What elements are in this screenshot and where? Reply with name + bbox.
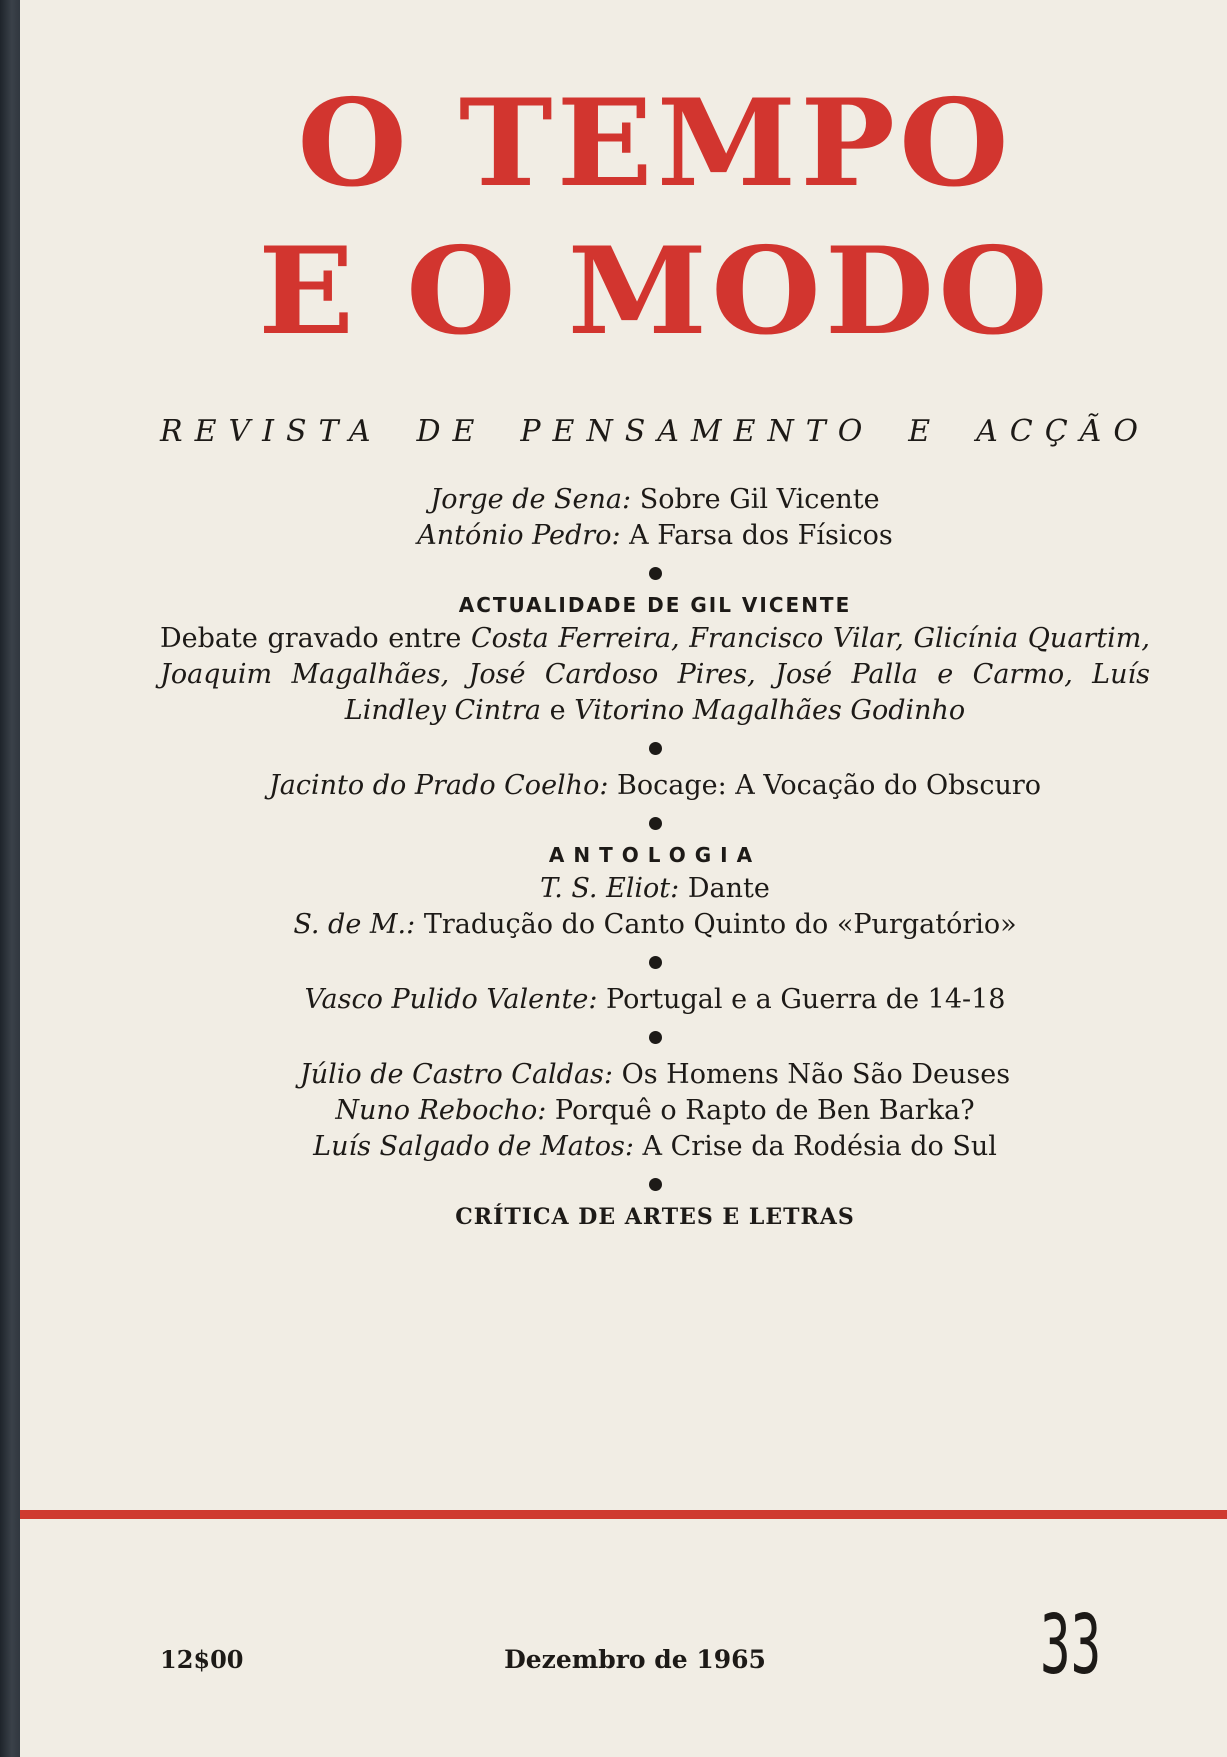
- masthead-line-2: E O MODO: [258, 220, 1052, 362]
- article-entry: [160, 1057, 1150, 1093]
- article-title: Sobre Gil Vicente: [639, 484, 880, 515]
- issue-date: Dezembro de 1965: [504, 1645, 766, 1674]
- section-critica: CRÍTICA DE ARTES E LETRAS: [455, 1204, 855, 1230]
- article-title: Portugal e a Guerra de 14-18: [606, 984, 1006, 1015]
- article-entry: [160, 871, 1150, 907]
- article-title: A Farsa dos Físicos: [629, 520, 893, 551]
- article-author: Jorge de Sena:: [430, 484, 632, 515]
- article-title: Porquê o Rapto de Ben Barka?: [554, 1095, 975, 1126]
- article-entry: [160, 1093, 1150, 1129]
- article-author: Luís Salgado de Matos:: [313, 1131, 634, 1162]
- subtitle-word: REVISTA: [160, 414, 383, 449]
- article-author: S. de M.:: [293, 909, 416, 940]
- bullet-separator: [649, 1178, 662, 1191]
- article-author: Jacinto do Prado Coelho:: [268, 770, 609, 801]
- bullet-separator: [649, 817, 662, 830]
- article-title: Tradução do Canto Quinto do «Purgatório»: [423, 909, 1017, 940]
- magazine-cover: [20, 0, 1227, 1757]
- article-entry: [160, 1129, 1150, 1165]
- article-entry: [160, 982, 1150, 1018]
- table-of-contents: [160, 482, 1150, 1230]
- subtitle-word: E: [908, 414, 943, 449]
- article-entry: [160, 907, 1150, 943]
- article-author: Júlio de Castro Caldas:: [299, 1059, 614, 1090]
- article-author: António Pedro:: [417, 520, 621, 551]
- debate-intro: Debate gravado entre: [160, 623, 462, 654]
- red-divider-rule: [20, 1510, 1227, 1519]
- subtitle-word: DE: [416, 414, 487, 449]
- article-title: Os Homens Não São Deuses: [621, 1059, 1011, 1090]
- debate-participant-last: Vitorino Magalhães Godinho: [574, 695, 966, 726]
- bullet-separator: [649, 567, 662, 580]
- subtitle: [160, 414, 1150, 449]
- article-title: Dante: [687, 873, 770, 904]
- article-author: Vasco Pulido Valente:: [304, 984, 598, 1015]
- cover-price: 12$00: [160, 1645, 244, 1674]
- debate-conjunction: e: [549, 695, 566, 726]
- article-entry: [160, 768, 1150, 804]
- article-title: Bocage: A Vocação do Obscuro: [617, 770, 1041, 801]
- debate-description: [160, 621, 1150, 729]
- bullet-separator: [649, 742, 662, 755]
- article-entry: [160, 482, 1150, 518]
- bullet-separator: [649, 956, 662, 969]
- issue-number: 33: [1040, 1598, 1102, 1693]
- debate-participants: Costa Ferreira, Francisco Vilar, Glicínia Quartim, Joaquim Magalhães, José Cardoso Pires, José Palla e Carmo, Luís Lindley Cintra: [160, 623, 1150, 726]
- section-heading-actualidade: ACTUALIDADE DE GIL VICENTE: [458, 593, 852, 617]
- subtitle-word: PENSAMENTO: [520, 414, 875, 449]
- article-author: Nuno Rebocho:: [335, 1095, 547, 1126]
- masthead-line-1: O TEMPO: [297, 72, 1013, 214]
- section-heading-antologia: ANTOLOGIA: [548, 843, 762, 867]
- bullet-separator: [649, 1031, 662, 1044]
- article-entry: [160, 518, 1150, 554]
- article-title: A Crise da Rodésia do Sul: [642, 1131, 997, 1162]
- article-author: T. S. Eliot:: [540, 873, 680, 904]
- subtitle-word: ACÇÃO: [976, 414, 1150, 449]
